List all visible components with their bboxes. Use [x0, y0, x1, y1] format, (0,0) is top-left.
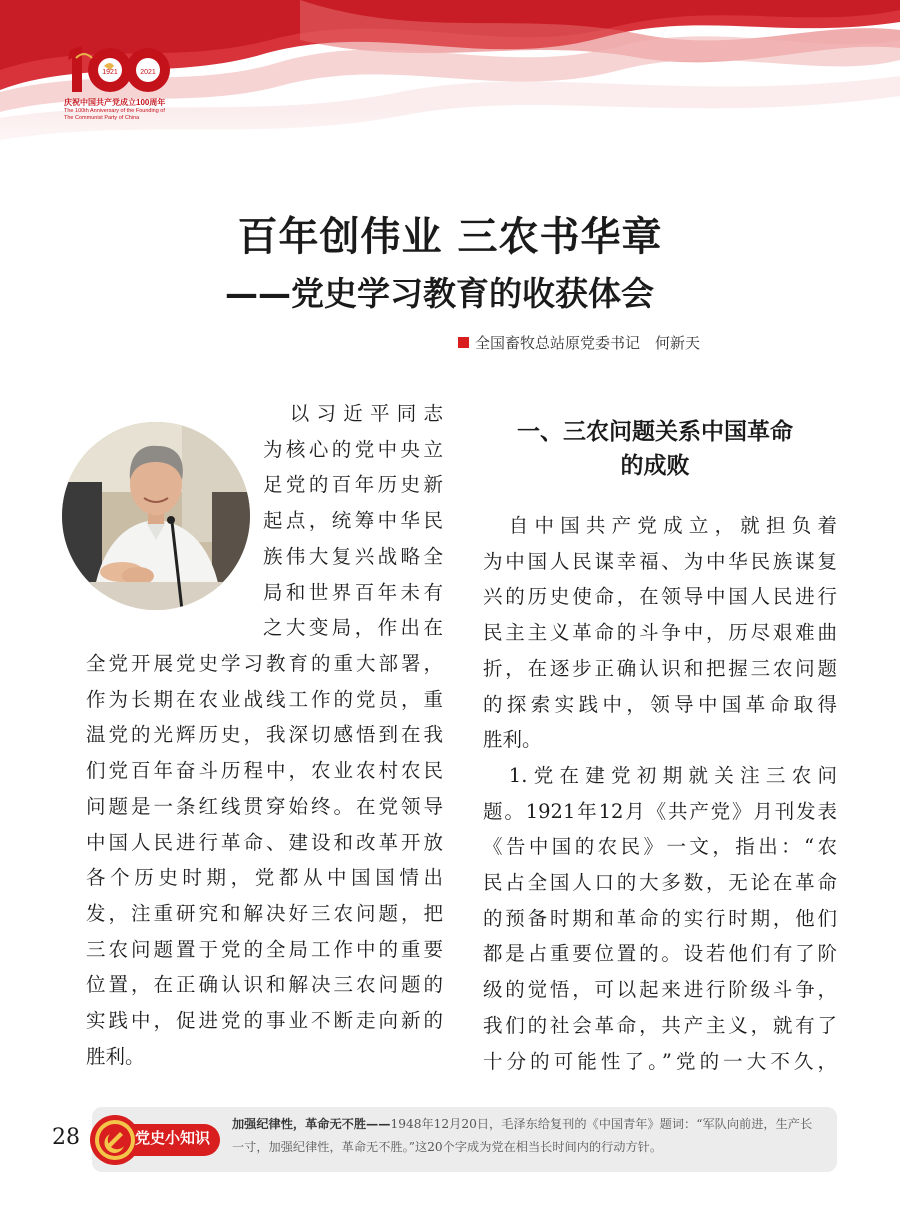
- paragraph-line: 温党的光辉历史，我深切感悟到在我: [86, 723, 443, 747]
- centenary-100-emblem: [62, 44, 172, 96]
- paragraph-line: 全党开展党史学习教育的重大部署，: [86, 652, 443, 675]
- section-heading-line-2: 的成败: [620, 453, 690, 479]
- author-byline: [458, 332, 700, 353]
- intro-line: 局和世界百年未有: [263, 580, 443, 604]
- paragraph-line: 折，在逐步正确认识和把握三农问题: [483, 656, 837, 680]
- paragraph-line: 胜利。: [483, 728, 542, 752]
- paragraph-line: 胜利。: [86, 1044, 145, 1068]
- history-note-text: 1948年12月20日，毛泽东给复刊的《中国青年》题词：“军队向前进，生产长一寸，加强纪律性，革命无不胜。”这20个字成为党在相当长时间内的行动方针。: [232, 1117, 813, 1154]
- paragraph-line: 兴的历史使命，在领导中国人民进行: [483, 585, 837, 609]
- intro-line: 族伟大复兴战略全: [263, 544, 443, 568]
- history-note-title: 加强纪律性，革命无不胜——: [232, 1117, 391, 1131]
- paragraph-line: 《告中国的农民》一文，指出：“农: [483, 835, 837, 859]
- logo-subtitle-1: The 100th Anniversary of the Founding of: [64, 108, 165, 114]
- section-heading: [480, 415, 830, 483]
- intro-paragraph-wrap: [263, 396, 443, 646]
- byline-text: 全国畜牧总站原党委书记 何新天: [474, 335, 700, 352]
- paragraph-line: 民主主义革命的斗争中，历尽艰难曲: [483, 621, 837, 645]
- paragraph-line: 问题是一条红线贯穿始终。在党领导: [86, 794, 443, 818]
- author-portrait: [62, 422, 250, 610]
- intro-line: 以习近平同志: [263, 402, 443, 425]
- section-body: [483, 508, 837, 1079]
- logo-subtitle-2: The Communist Party of China: [64, 115, 140, 121]
- section-heading-line-1: 一、三农问题关系中国革命: [517, 419, 793, 445]
- svg-text:2021: 2021: [140, 69, 156, 76]
- intro-paragraph: [86, 646, 443, 1074]
- paragraph-line: 民占全国人口的大多数，无论在革命: [483, 871, 837, 895]
- byline-marker-icon: [458, 337, 469, 348]
- paragraph-line: 的预备时期和革命的实行时期，他们: [483, 906, 837, 930]
- paragraph-line: 自中国共产党成立，就担负着: [483, 514, 837, 537]
- paragraph-line: 作为长期在农业战线工作的党员，重: [86, 687, 443, 711]
- page-number: 28: [52, 1125, 80, 1150]
- intro-line: 足党的百年历史新: [263, 473, 443, 497]
- logo-caption: 庆祝中国共产党成立100周年: [64, 98, 166, 107]
- paragraph-line: 十分的可能性了。”党的一大不久，: [483, 1049, 837, 1073]
- badge-label: 党史小知识: [135, 1129, 211, 1147]
- paragraph-line: 位置，在正确认识和解决三农问题的: [86, 973, 443, 997]
- paragraph-line: 们党百年奋斗历程中，农业农村农民: [86, 759, 443, 783]
- paragraph-line: 的探索实践中，领导中国革命取得: [483, 692, 837, 716]
- paragraph-line: 三农问题置于党的全局工作中的重要: [86, 937, 443, 961]
- paragraph-line: 实践中，促进党的事业不断走向新的: [86, 1009, 443, 1033]
- paragraph-line: 我们的社会革命，共产主义，就有了: [483, 1013, 837, 1037]
- paragraph-line: 中国人民进行革命、建设和改革开放: [86, 830, 443, 854]
- intro-line: 为核心的党中央立: [263, 437, 443, 461]
- intro-line: 之大变局，作出在: [263, 616, 443, 640]
- paragraph-line: 各个历史时期，党都从中国国情出: [86, 866, 443, 890]
- centenary-logo: [62, 44, 172, 124]
- paragraph-line: 题。1921年12月《共产党》月刊发表: [483, 799, 837, 823]
- paragraph-line: 1.党在建党初期就关注三农问: [483, 763, 837, 787]
- paragraph-line: 为中国人民谋幸福、为中华民族谋复: [483, 549, 837, 573]
- intro-line: 起点，统筹中华民: [263, 509, 443, 533]
- paragraph-line: 发，注重研究和解决好三农问题，把: [86, 901, 443, 925]
- article-title: 百年创伟业 三农书华章: [237, 214, 663, 260]
- svg-text:1921: 1921: [102, 69, 118, 76]
- article-subtitle: ——党史学习教育的收获体会: [225, 274, 654, 313]
- history-note: [232, 1113, 822, 1159]
- paragraph-line: 都是占重要位置的。设若他们有了阶: [483, 942, 837, 966]
- paragraph-line: 级的觉悟，可以起来进行阶级斗争，: [483, 978, 837, 1002]
